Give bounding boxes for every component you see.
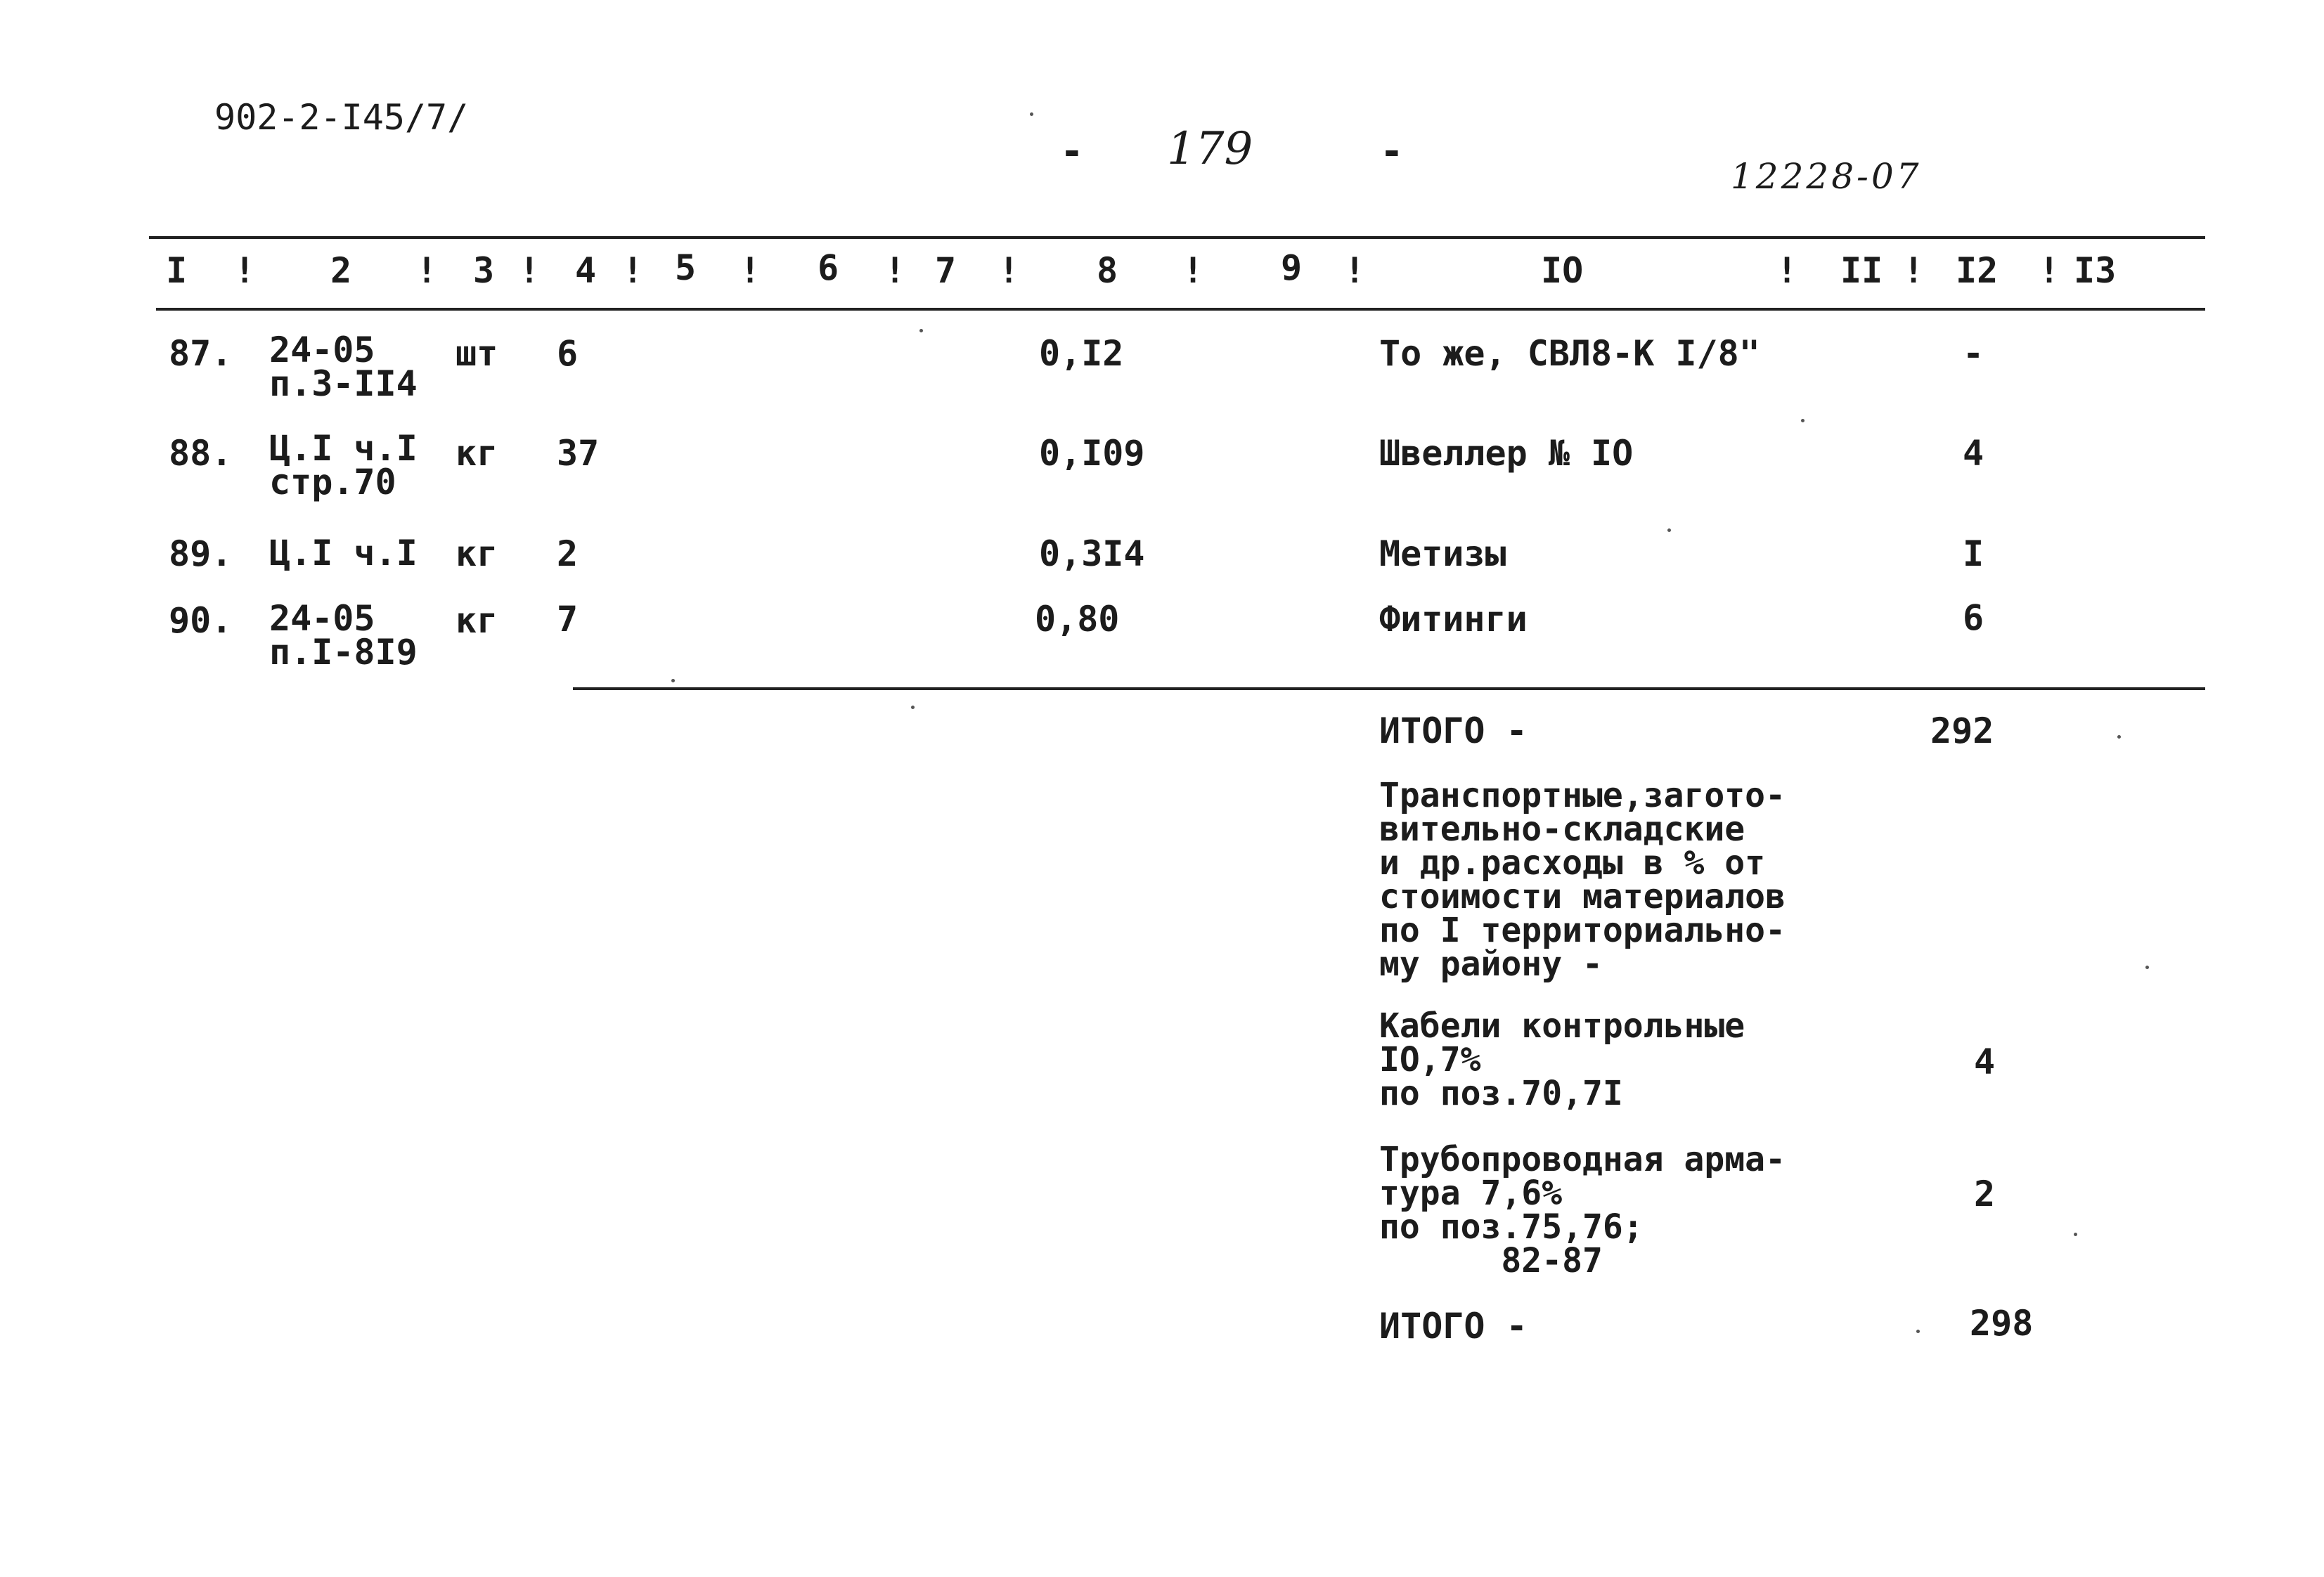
row-coefficient: 0,3I4 xyxy=(1039,533,1145,574)
column-header-7: 7 xyxy=(935,250,957,291)
grand-total-label: ИТОГО - xyxy=(1379,1306,1528,1346)
row-reference: Ц.I ч.I xyxy=(269,533,418,573)
scan-speck xyxy=(1667,528,1671,532)
total-value: 292 xyxy=(1930,710,1994,751)
scan-speck xyxy=(919,329,923,332)
row-value: I xyxy=(1963,533,1984,574)
header-top-rule xyxy=(149,236,2205,239)
column-header-13: I3 xyxy=(2074,250,2117,291)
pipes-value: 2 xyxy=(1974,1174,1996,1214)
row-reference: 24-05 п.I-8I9 xyxy=(269,598,418,673)
row-value: 6 xyxy=(1963,597,1984,638)
scan-speck xyxy=(671,679,675,682)
row-number: 89. xyxy=(169,533,233,574)
column-separator: ! xyxy=(622,250,644,291)
row-unit: кг xyxy=(456,600,498,641)
row-quantity: 7 xyxy=(557,599,579,640)
column-separator: ! xyxy=(234,250,256,291)
column-header-9: 9 xyxy=(1281,247,1303,288)
cables-description: Кабели контрольные IO,7% по поз.70,7I xyxy=(1379,1006,1745,1113)
scan-speck xyxy=(2074,1233,2077,1236)
column-separator: ! xyxy=(2039,250,2060,291)
row-value: - xyxy=(1963,333,1984,374)
row-reference: Ц.I ч.I стр.70 xyxy=(269,428,418,502)
grand-total-value: 298 xyxy=(1970,1303,2034,1344)
dash-right: - xyxy=(1380,129,1404,174)
column-header-10: IO xyxy=(1541,250,1584,291)
column-separator: ! xyxy=(1903,250,1925,291)
total-label: ИТОГО - xyxy=(1379,710,1528,751)
row-quantity: 2 xyxy=(557,533,579,574)
row-name: То же, СВЛ8-К I/8" xyxy=(1379,333,1760,374)
scan-speck xyxy=(1916,1330,1920,1333)
column-separator: ! xyxy=(740,250,761,291)
scan-speck xyxy=(2145,966,2149,969)
row-name: Метизы xyxy=(1379,533,1506,574)
column-separator: ! xyxy=(519,250,541,291)
column-header-6: 6 xyxy=(818,247,839,288)
row-coefficient: 0,I2 xyxy=(1039,333,1124,374)
row-number: 88. xyxy=(169,433,233,474)
page-number: 179 xyxy=(1167,123,1253,175)
row-name: Фитинги xyxy=(1379,599,1528,640)
column-header-11: II xyxy=(1840,250,1883,291)
column-header-12: I2 xyxy=(1956,250,1999,291)
document-code: 902-2-I45/7/ xyxy=(214,97,469,138)
subtotal-rule xyxy=(573,687,2205,690)
row-name: Швеллер № IO xyxy=(1379,433,1634,474)
row-value: 4 xyxy=(1963,433,1984,474)
row-unit: кг xyxy=(456,433,498,474)
header-bottom-rule xyxy=(156,308,2205,311)
overhead-description: Транспортные,загото- вительно-складские и др.расходы в % от стоимости материалов по I территориально- му району - xyxy=(1379,776,1786,984)
sheet-code: 12228-07 xyxy=(1731,156,1922,197)
row-coefficient: 0,I09 xyxy=(1039,433,1145,474)
dash-left: - xyxy=(1060,129,1084,174)
column-separator: ! xyxy=(998,250,1020,291)
row-reference: 24-05 п.3-II4 xyxy=(269,330,418,404)
column-separator: ! xyxy=(1182,250,1204,291)
cables-value: 4 xyxy=(1974,1041,1996,1082)
column-separator: ! xyxy=(416,250,438,291)
row-number: 90. xyxy=(169,600,233,641)
row-coefficient: 0,80 xyxy=(1035,599,1120,640)
scan-speck xyxy=(2117,735,2121,739)
column-separator: ! xyxy=(1776,250,1798,291)
column-header-8: 8 xyxy=(1097,250,1118,291)
column-header-3: 3 xyxy=(473,250,495,291)
scan-speck xyxy=(1801,419,1805,422)
row-quantity: 37 xyxy=(557,433,600,474)
row-unit: кг xyxy=(456,533,498,574)
column-separator: ! xyxy=(884,250,906,291)
column-separator: ! xyxy=(1344,250,1366,291)
column-header-4: 4 xyxy=(575,250,597,291)
row-number: 87. xyxy=(169,333,233,374)
scan-speck xyxy=(1030,112,1033,116)
row-quantity: 6 xyxy=(557,333,579,374)
pipes-description: Трубопроводная арма- тура 7,6% по поз.75,76; 82-87 xyxy=(1379,1140,1786,1280)
column-header-2: 2 xyxy=(330,250,352,291)
row-unit: шт xyxy=(456,333,498,374)
column-header-1: I xyxy=(166,250,188,291)
scan-speck xyxy=(911,706,915,709)
column-header-5: 5 xyxy=(675,247,697,288)
